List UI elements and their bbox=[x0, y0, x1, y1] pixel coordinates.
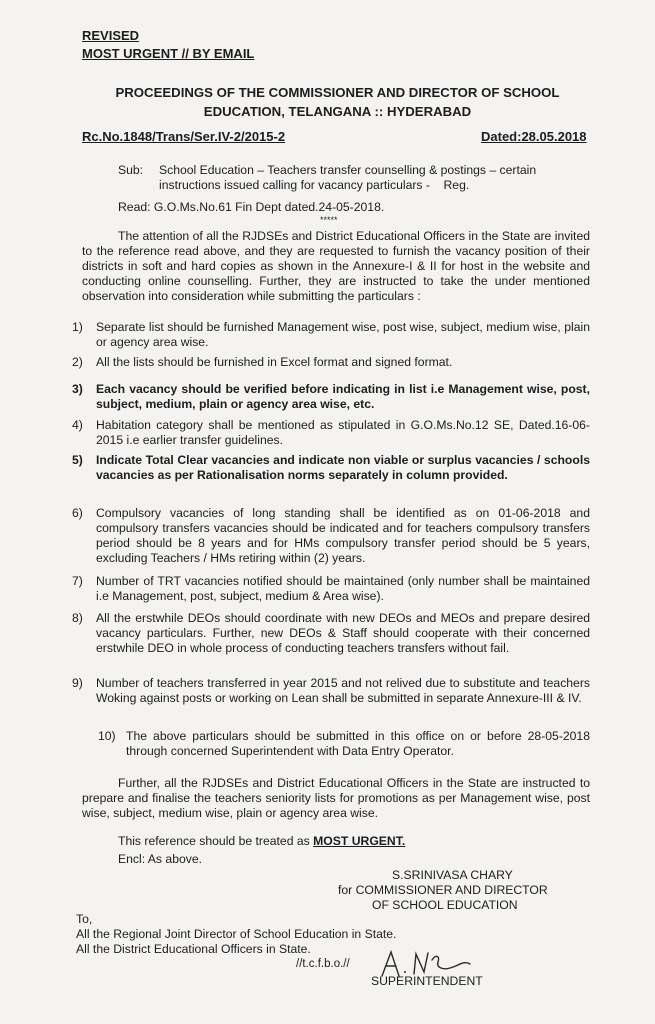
list-item bbox=[72, 453, 590, 483]
list-item bbox=[72, 320, 590, 350]
urgency-note-emphasis: MOST URGENT. bbox=[313, 834, 406, 848]
read-reference: Read: G.O.Ms.No.61 Fin Dept dated.24-05-2018. bbox=[118, 200, 385, 214]
list-item-number: 7) bbox=[72, 574, 83, 588]
list-item bbox=[72, 506, 590, 566]
list-item bbox=[72, 355, 590, 370]
title-line-1: PROCEEDINGS OF THE COMMISSIONER AND DIRECTOR OF SCHOOL bbox=[115, 85, 560, 100]
recipient-2: All the District Educational Officers in State. bbox=[76, 942, 311, 956]
recipient-1: All the Regional Joint Director of School Education in State. bbox=[76, 927, 397, 941]
urgency-note-text: This reference should be treated as bbox=[118, 834, 314, 848]
list-item-number: 9) bbox=[72, 676, 83, 690]
signatory-name: S.SRINIVASA CHARY bbox=[392, 868, 513, 882]
list-item-text: Each vacancy should be verified before indicating in list i.e Management wise, post, subject, medium, plain or agency area wise, etc. bbox=[96, 382, 590, 411]
further-paragraph: Further, all the RJDSEs and District Educational Officers in the State are instructed to prepare and finalise the teachers seniority lists for promotions as per Management wise, post wise, subject, medium wise, plain or agency area wise. bbox=[82, 776, 590, 820]
list-item bbox=[72, 418, 590, 448]
list-item-text: Compulsory vacancies of long standing shall be identified as on 01-06-2018 and compulsory transfers vacancies should be indicated and for teachers compulsory transfers period should be 8 years and for HMs compulsory transfer period should be 5 years, excluding Teachers / HMs retiring within (2) years. bbox=[96, 506, 590, 565]
intro-paragraph: The attention of all the RJDSEs and District Educational Officers in the State are invited to the reference read above, and they are requested to furnish the vacancy position of their districts in soft and hard copies as shown in the Annexure-I & II for host in the website and conducting online counselling. Further, they are instructed to take the under mentioned observation into consideration while submitting the particulars : bbox=[82, 229, 590, 303]
list-item-number: 2) bbox=[72, 355, 83, 369]
list-item-number: 3) bbox=[72, 382, 83, 396]
subject-line-2: instructions issued calling for vacancy particulars - Reg. bbox=[159, 178, 470, 192]
urgency-note bbox=[118, 834, 405, 849]
superintendent-label: SUPERINTENDENT bbox=[371, 974, 483, 988]
list-item-text: Indicate Total Clear vacancies and indicate non viable or surplus vacancies / schools vacancies as per Rationalisation norms separately in column provided. bbox=[96, 453, 590, 482]
to-label: To, bbox=[76, 912, 93, 926]
list-item-text: Habitation category shall be mentioned as stipulated in G.O.Ms.No.12 SE, Dated.16-06-2015 i.e earlier transfer guidelines. bbox=[96, 418, 590, 447]
list-item bbox=[72, 611, 590, 656]
list-item-text: All the lists should be furnished in Excel format and signed format. bbox=[96, 355, 453, 369]
list-item-text: Number of TRT vacancies notified should be maintained (only number shall be maintained i.e Management, post, subject, medium & Area wise). bbox=[96, 574, 590, 603]
list-item-number: 4) bbox=[72, 418, 83, 432]
subject-line-1: School Education – Teachers transfer counselling & postings – certain bbox=[159, 163, 537, 177]
tcfbo-mark: //t.c.f.b.o.// bbox=[296, 958, 350, 970]
list-item-number: 10) bbox=[98, 729, 116, 743]
list-item bbox=[72, 574, 590, 604]
urgency-label: MOST URGENT // BY EMAIL bbox=[82, 46, 255, 61]
title-line-2: EDUCATION, TELANGANA :: HYDERABAD bbox=[203, 104, 472, 119]
list-item-number: 5) bbox=[72, 453, 83, 467]
list-item-number: 8) bbox=[72, 611, 83, 625]
list-item bbox=[98, 729, 590, 759]
revised-label: REVISED bbox=[82, 28, 140, 43]
signatory-title-2: OF SCHOOL EDUCATION bbox=[372, 898, 518, 912]
list-item-number: 1) bbox=[72, 320, 83, 334]
document-date: Dated:28.05.2018 bbox=[481, 129, 587, 144]
list-item bbox=[72, 676, 590, 706]
list-item-number: 6) bbox=[72, 506, 83, 520]
signatory-title-1: for COMMISSIONER AND DIRECTOR bbox=[338, 883, 548, 897]
list-item-text: Separate list should be furnished Management wise, post wise, subject, medium wise, plain or agency area wise. bbox=[96, 320, 590, 349]
separator-stars: ***** bbox=[320, 215, 338, 225]
enclosure-note: Encl: As above. bbox=[118, 852, 203, 866]
list-item bbox=[72, 382, 590, 412]
reference-number: Rc.No.1848/Trans/Ser.IV-2/2015-2 bbox=[82, 129, 286, 144]
list-item-text: Number of teachers transferred in year 2015 and not relived due to substitute and teachers Woking against posts or working on Lean shall be submitted in separate Annexure-III & IV. bbox=[96, 676, 590, 705]
list-item-text: All the erstwhile DEOs should coordinate with new DEOs and MEOs and prepare desired vacancy particulars. Further, new DEOs & Staff should cooperate with their concerned erstwhile DEO in whole process of conducting teachers transfers without fail. bbox=[96, 611, 590, 655]
subject-label: Sub: bbox=[118, 163, 144, 177]
list-item-text: The above particulars should be submitted in this office on or before 28-05-2018 through concerned Superintendent with Data Entry Operator. bbox=[126, 729, 590, 758]
